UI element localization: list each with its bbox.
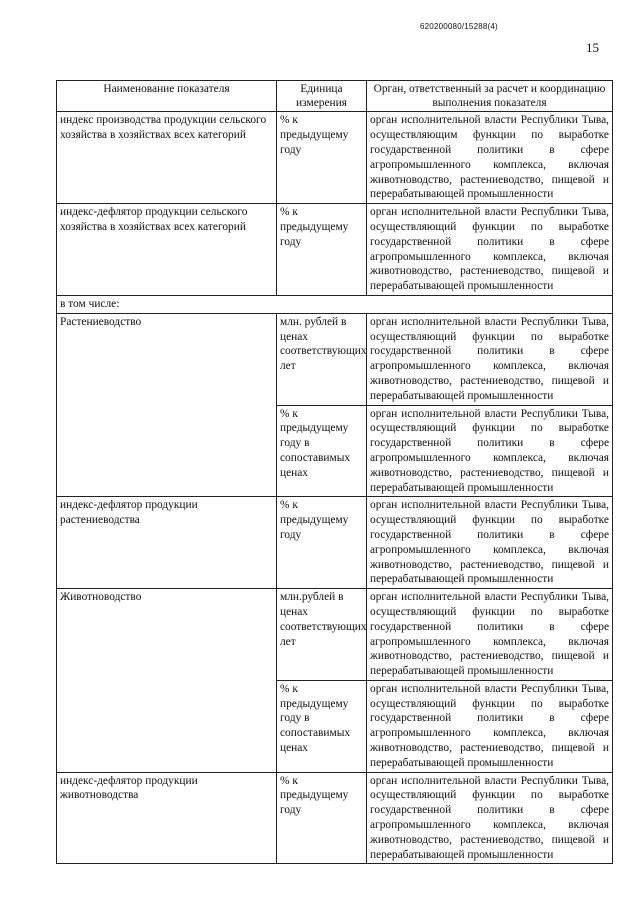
table-row bbox=[57, 295, 613, 313]
page-number: 15 bbox=[586, 40, 599, 55]
indicator-unit: % к предыдущему году bbox=[277, 204, 367, 296]
indicator-unit: % к предыдущему году bbox=[277, 497, 367, 589]
responsible-body: орган исполнительной власти Республики Тыва, осуществляющим функции по выработке государственной политики в сфере агропромышленного комплекса, включая животноводство, растениеводство, пищевой и перерабатывающей промышленности bbox=[367, 112, 613, 204]
responsible-body: орган исполнительной власти Республики Тыва, осуществляющий функции по выработке государственной политики в сфере агропромышленного комплекса, включая животноводство, растениеводство, пищевой и перерабатывающей промышленности bbox=[367, 497, 613, 589]
indicator-unit: млн.рублей в ценах соответствующих лет bbox=[277, 589, 367, 681]
column-header-indicator: Наименование показателя bbox=[57, 81, 277, 112]
document-id: 620200080/15288(4) bbox=[420, 22, 498, 31]
responsible-body: орган исполнительной власти Республики Тыва, осуществляющий функции по выработке государственной политики в сфере агропромышленного комплекса, включая животноводство, растениеводство, пищевой и перерабатывающей промышленности bbox=[367, 313, 613, 405]
responsible-body: орган исполнительной власти Республики Тыва, осуществляющий функции по выработке государственной политики в сфере агропромышленного комплекса, включая животноводство, растениеводство, пищевой и перерабатывающей промышленности bbox=[367, 680, 613, 772]
indicator-name: индекс-дефлятор продукции сельского хозяйства в хозяйствах всех категорий bbox=[57, 204, 277, 296]
responsible-body: орган исполнительной власти Республики Тыва, осуществляющий функции по выработке государственной политики в сфере агропромышленного комплекса, включая животноводство, растениеводство, пищевой и перерабатывающей промышленности bbox=[367, 589, 613, 681]
table-row bbox=[57, 589, 613, 681]
indicator-unit: % к предыдущему году bbox=[277, 112, 367, 204]
table-row bbox=[57, 313, 613, 405]
indicator-unit: % к предыдущему году bbox=[277, 772, 367, 864]
table-row bbox=[57, 497, 613, 589]
indicator-name: индекс-дефлятор продукции растениеводства bbox=[57, 497, 277, 589]
responsible-body: орган исполнительной власти Республики Тыва, осуществляющий функции по выработке государственной политики в сфере агропромышленного комплекса, включая животноводство, растениеводство, пищевой и перерабатывающей промышленности bbox=[367, 772, 613, 864]
table-row bbox=[57, 204, 613, 296]
responsible-body: орган исполнительной власти Республики Тыва, осуществляющий функции по выработке государственной политики в сфере агропромышленного комплекса, включая животноводство, растениеводство, пищевой и перерабатывающей промышленности bbox=[367, 405, 613, 497]
section-label: в том числе: bbox=[57, 295, 613, 313]
table-header-row bbox=[57, 81, 613, 112]
table-row bbox=[57, 112, 613, 204]
indicator-unit: млн. рублей в ценах соответствующих лет bbox=[277, 313, 367, 405]
indicator-unit: % к предыдущему году в сопоставимых ценах bbox=[277, 405, 367, 497]
column-header-unit: Единица измерения bbox=[277, 81, 367, 112]
indicator-name: индекс производства продукции сельского хозяйства в хозяйствах всех категорий bbox=[57, 112, 277, 204]
column-header-responsible: Орган, ответственный за расчет и координацию выполнения показателя bbox=[367, 81, 613, 112]
indicator-name: индекс-дефлятор продукции животноводства bbox=[57, 772, 277, 864]
table-row bbox=[57, 772, 613, 864]
indicator-unit: % к предыдущему году в сопоставимых ценах bbox=[277, 680, 367, 772]
indicator-name: Растениеводство bbox=[57, 313, 277, 497]
indicator-name: Животноводство bbox=[57, 589, 277, 773]
indicators-table bbox=[56, 80, 613, 864]
responsible-body: орган исполнительной власти Республики Тыва, осуществляющий функции по выработке государственной политики в сфере агропромышленного комплекса, включая животноводство, растениеводство, пищевой и перерабатывающей промышленности bbox=[367, 204, 613, 296]
